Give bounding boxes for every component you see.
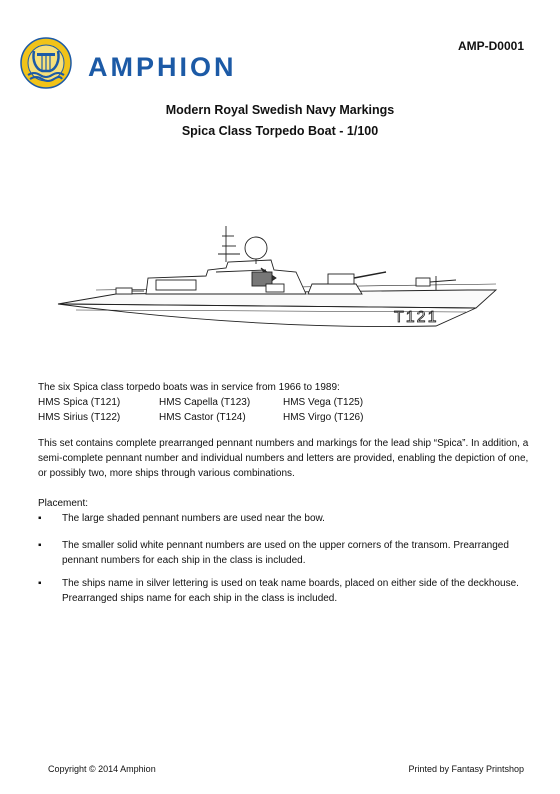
ship-entry: HMS Capella (T123) bbox=[159, 397, 251, 408]
bullet-icon: ▪ bbox=[38, 513, 42, 524]
bullet-icon: ▪ bbox=[38, 540, 42, 551]
brand-name: AMPHION bbox=[88, 52, 237, 82]
set-description: This set contains complete prearranged pennant numbers and markings for the lead ship “Spica”. In addition, a semi-complete pennant number and individual numbers and letters are provided, enabling the depiction of one, or possibly two, more ships through various combinations. bbox=[38, 438, 529, 479]
placement-heading: Placement: bbox=[38, 498, 89, 509]
copyright-notice: Copyright © 2014 Amphion bbox=[48, 764, 156, 774]
ship-entry: HMS Castor (T124) bbox=[159, 412, 246, 423]
list-item-text: The smaller solid white pennant numbers are used on the upper corners of the transom. Prearranged pennant numbers for each ship in the class is included. bbox=[62, 540, 509, 566]
page-title: Modern Royal Swedish Navy Markings bbox=[165, 103, 395, 117]
list-item-text: The large shaded pennant numbers are used near the bow. bbox=[62, 513, 325, 524]
list-item-text: The ships name in silver lettering is used on teak name boards, placed on either side of the deckhouse. Prearranged ships name for each ship in the class is included. bbox=[62, 578, 519, 604]
page-subtitle: Spica Class Torpedo Boat - 1/100 bbox=[181, 124, 379, 138]
ship-entry: HMS Spica (T121) bbox=[38, 397, 121, 408]
ship-entry: HMS Vega (T125) bbox=[283, 397, 364, 408]
ship-roster bbox=[38, 395, 418, 425]
bullet-icon: ▪ bbox=[38, 578, 42, 589]
ship-entry: HMS Sirius (T122) bbox=[38, 412, 121, 423]
product-code: AMP-D0001 bbox=[457, 39, 524, 53]
ship-entry: HMS Virgo (T126) bbox=[283, 412, 364, 423]
printer-credit: Printed by Fantasy Printshop bbox=[408, 764, 524, 774]
intro-text: The six Spica class torpedo boats was in service from 1966 to 1989: bbox=[38, 382, 340, 393]
hull-pennant-number: T121 bbox=[394, 309, 439, 326]
lyre-emblem-icon bbox=[20, 37, 72, 89]
ship-illustration bbox=[56, 218, 498, 334]
